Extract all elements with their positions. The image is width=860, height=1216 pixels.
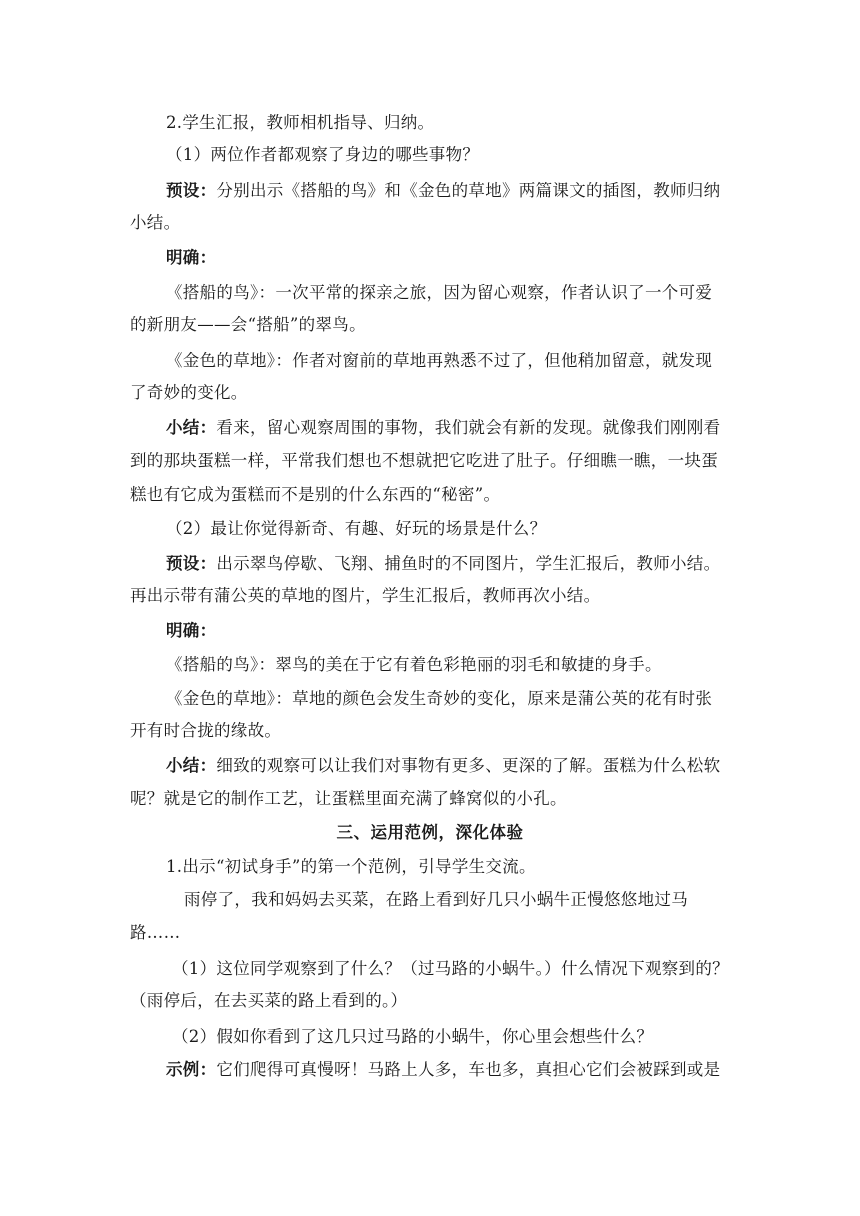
paragraph: 1.出示“初试身手”的第一个范例，引导学生交流。 <box>166 857 536 876</box>
label-preset: 预设： <box>166 181 217 200</box>
paragraph: 《搭船的鸟》：翠鸟的美在于它有着色彩艳丽的羽毛和敏捷的身手。 <box>166 655 662 674</box>
section-heading: 三、运用范例，深化体验 <box>336 823 524 842</box>
paragraph: 《金色的草地》：作者对窗前的草地再熟悉不过了，但他稍加留意，就发现 <box>166 351 713 370</box>
paragraph-cont: 的新朋友——会“搭船”的翠鸟。 <box>130 315 366 334</box>
paragraph <box>166 180 720 202</box>
question-1: （1）这位同学观察到了什么？（过马路的小蜗牛。）什么情况下观察到的？ <box>172 959 729 978</box>
question-1: （1）两位作者都观察了身边的哪些事物？ <box>166 145 480 164</box>
paragraph: 2.学生汇报，教师相机指导、归纳。 <box>166 113 435 132</box>
text: 分别出示《搭船的鸟》和《金色的草地》两篇课文的插图，教师归纳 <box>216 181 721 200</box>
paragraph <box>166 553 720 575</box>
paragraph-cont: 小结。 <box>130 213 181 232</box>
label-summary: 小结： <box>166 756 217 775</box>
label-example: 示例： <box>166 1060 217 1079</box>
question-2: （2）最让你觉得新奇、有趣、好玩的场景是什么？ <box>166 519 547 538</box>
text: 看来，留心观察周围的事物，我们就会有新的发现。就像我们刚刚看 <box>216 418 721 437</box>
text: 它们爬得可真慢呀！马路上人多，车也多，真担心它们会被踩到或是 <box>216 1060 721 1079</box>
paragraph <box>166 1059 720 1081</box>
paragraph-cont: 开有时合拢的缘故。 <box>130 721 282 740</box>
paragraph: 《金色的草地》：草地的颜色会发生奇妙的变化，原来是蒲公英的花有时张 <box>166 689 713 708</box>
example-text: 雨停了，我和妈妈去买菜，在路上看到好几只小蜗牛正慢悠悠地过马 <box>184 890 688 909</box>
label-preset: 预设： <box>166 554 217 573</box>
text: 出示翠鸟停歇、飞翔、捕鱼时的不同图片，学生汇报后，教师小结。 <box>216 554 721 573</box>
example-text-cont: 路…… <box>130 923 181 942</box>
paragraph <box>166 755 720 777</box>
paragraph-cont: 到的那块蛋糕一样，平常我们想也不想就把它吃进了肚子。仔细瞧一瞧，一块蛋 <box>130 451 718 470</box>
paragraph: 《搭船的鸟》：一次平常的探亲之旅，因为留心观察，作者认识了一个可爱 <box>166 283 713 302</box>
paragraph <box>166 417 720 439</box>
paragraph-cont: 再出示带有蒲公英的草地的图片，学生汇报后，教师再次小结。 <box>130 586 601 605</box>
label-clarify: 明确： <box>166 621 217 640</box>
paragraph-cont: 呢？就是它的制作工艺，让蛋糕里面充满了蜂窝似的小孔。 <box>130 789 567 808</box>
text: 细致的观察可以让我们对事物有更多、更深的了解。蛋糕为什么松软 <box>216 756 721 775</box>
question-2: （2）假如你看到了这几只过马路的小蜗牛，你心里会想些什么？ <box>172 1027 654 1046</box>
paragraph-cont: 了奇妙的变化。 <box>130 383 248 402</box>
label-summary: 小结： <box>166 418 217 437</box>
paragraph-cont: 糕也有它成为蛋糕而不是别的什么东西的“秘密”。 <box>130 485 501 504</box>
label-clarify: 明确： <box>166 248 217 267</box>
paragraph-cont: （雨停后，在去买菜的路上看到的。） <box>130 991 408 1010</box>
